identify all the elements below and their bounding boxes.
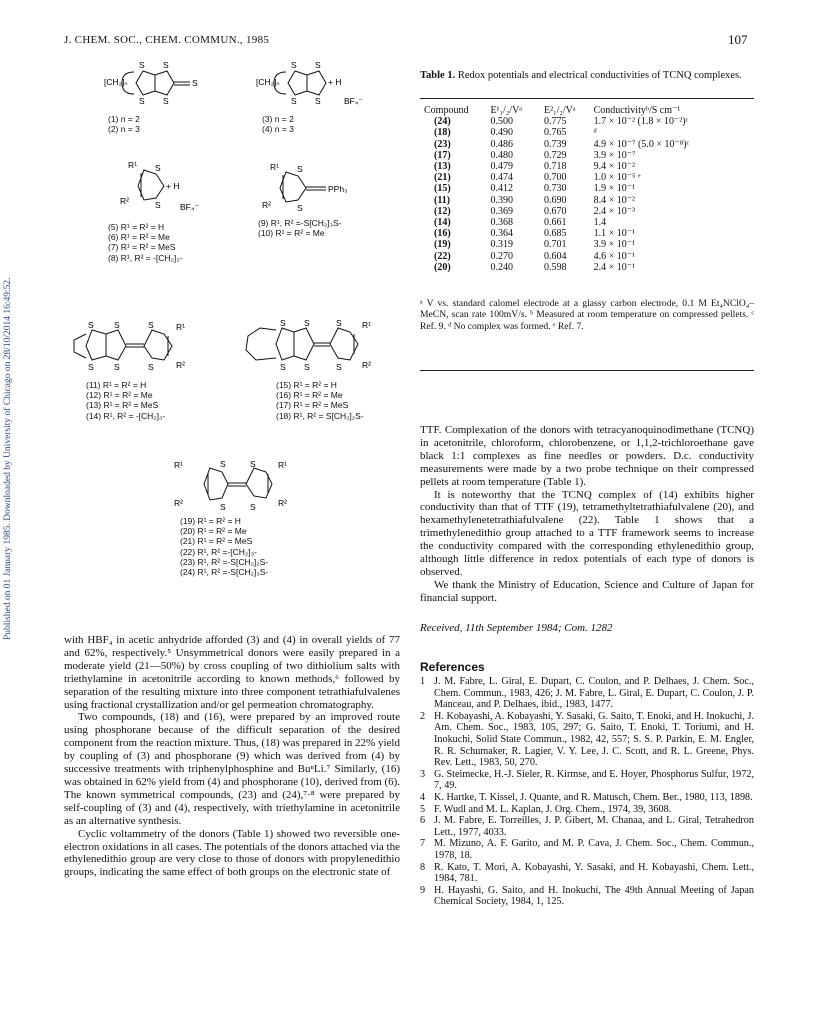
e1-cell: 0.369: [490, 205, 513, 217]
structure-1-2: [100, 58, 220, 108]
reference-text: J. M. Fabre, L. Giral, E. Dupart, C. Coulon, and P. Delhaes, J. Chem. Soc., Chem. Commun., 1983, 426; J. M. Fabre, L. Giral, E. Dupart, C. Coulon, J. P. Manceau, and P. Delhaes, ibid., 1983, 1477.: [434, 676, 754, 711]
e2-cell: 0.701: [544, 239, 567, 251]
reference-text: K. Hartke, T. Kissel, J. Quante, and R. Matusch, Chem. Ber., 1980, 113, 1898.: [434, 791, 753, 803]
table-row: [420, 206, 693, 217]
compound-cell: (21): [434, 172, 451, 184]
reference-number: 1: [420, 676, 426, 687]
e1-cell: 0.270: [490, 250, 513, 262]
e1-cell: 0.474: [490, 172, 513, 184]
s-atom: S: [155, 163, 161, 173]
s-atom: S: [297, 164, 303, 174]
table-row: [420, 150, 693, 161]
compound-cell: (12): [434, 205, 451, 217]
table-header-row: [420, 105, 693, 116]
s-atom: S: [114, 320, 120, 330]
e1-cell: 0.364: [490, 228, 513, 240]
e2-cell: 0.765: [544, 127, 567, 139]
s-atom: S: [220, 502, 226, 512]
e2-cell: 0.730: [544, 183, 567, 195]
reference-number: 2: [420, 710, 426, 722]
table-caption-text: Redox potentials and electrical conductivities of TCNQ complexes.: [457, 70, 742, 81]
journal-header: J. CHEM. SOC., CHEM. COMMUN., 1985: [64, 34, 270, 46]
header-e2: E²₁/₂/Vᵃ: [544, 105, 576, 116]
reference-text: R. Kato, T. Mori, A. Kobayashi, Y. Sasaki, and H. Kobayashi, Chem. Lett., 1984, 781.: [434, 861, 754, 885]
s-atom: S: [250, 459, 256, 469]
references-heading: References: [420, 660, 485, 674]
conductivity-cell: ᵈ: [593, 127, 597, 139]
ring-label: [CH₂]ₙ: [104, 77, 128, 87]
conductivity-cell: 1.7 × 10⁻² (1.8 × 10⁻²)ᶜ: [593, 116, 689, 128]
s-atom: S: [192, 78, 198, 88]
header-compound: Compound: [424, 105, 469, 116]
structure-1-2-labels: (1) n = 2 (2) n = 3: [108, 114, 140, 135]
r2-label: R²: [120, 196, 129, 206]
s-atom: S: [155, 200, 161, 210]
e1-cell: 0.390: [490, 194, 513, 206]
e1-cell: 0.368: [490, 217, 513, 229]
structure-3-4-labels: (3) n = 2 (4) n = 3: [262, 114, 294, 135]
table-row: [420, 239, 693, 250]
e1-cell: 0.490: [490, 127, 513, 139]
paragraph: TTF. Complexation of the donors with tetracyanoquinodimethane (TCNQ) in acetonitrile, chloroform, chlorobenzene, or 1,1,2-trichloroethane gave black 1:1 complexes as fine needles or powders. D.c. conductivity measurements were made by a two probe technique on their compressed pellets at room temperature (Table 1).: [420, 424, 754, 488]
table-row: [420, 251, 693, 262]
s-atom: S: [250, 502, 256, 512]
r2-label: R²: [176, 360, 185, 370]
s-atom: S: [315, 60, 321, 70]
table-caption: [420, 70, 754, 82]
table-row: [420, 127, 693, 138]
reference-number: 8: [420, 861, 426, 873]
s-atom: S: [315, 96, 321, 106]
e2-cell: 0.670: [544, 205, 567, 217]
download-watermark: Published on 01 January 1985. Downloaded by University of Chicago on 28/10/2014 16:49:52.: [3, 277, 13, 640]
paragraph: It is noteworthy that the TCNQ complex of (14) exhibits higher conductivity than that of TTF (19), tetramethyltetrathiafulvalene (20), and hexamethylenetetrathiafulvalene (22). Table 1 shows that a trimethylenedithio group attached to a TTF framework seems to increase the conductivity compared with the corresponding ethylenedithio group, although little difference in redox potentials of each type of donors is observed.: [420, 488, 754, 578]
cation-h: + H: [166, 181, 180, 191]
header-conductivity: Conductivityᵇ/S cm⁻¹: [593, 105, 681, 116]
conductivity-cell: 9.4 × 10⁻²: [593, 161, 636, 173]
s-atom: S: [88, 320, 94, 330]
reference-item: [420, 711, 754, 769]
conductivity-cell: 3.9 × 10⁻¹: [593, 239, 636, 251]
reference-item: [420, 792, 754, 804]
r1-label: R¹: [278, 460, 287, 470]
conductivity-cell: 4.6 × 10⁻¹: [593, 250, 636, 262]
table-row: [420, 161, 693, 172]
s-atom: S: [148, 320, 154, 330]
reference-text: H. Hayashi, G. Saito, and H. Inokuchi, The 49th Annual Meeting of Japan Chemical Society, 1984, 1, 125.: [434, 884, 754, 908]
structure-9-10: [250, 160, 380, 216]
reference-item: [420, 815, 754, 838]
table-row: [420, 183, 693, 194]
table-caption-label: Table 1.: [420, 70, 456, 81]
s-atom: S: [220, 459, 226, 469]
table-row: [420, 139, 693, 150]
e2-cell: 0.604: [544, 250, 567, 262]
reference-item: [420, 676, 754, 711]
e1-cell: 0.480: [490, 149, 513, 161]
s-atom: S: [114, 362, 120, 372]
e2-cell: 0.775: [544, 116, 567, 128]
counter-ion: BF₄⁻: [180, 202, 199, 212]
references-list: [420, 676, 754, 908]
e2-cell: 0.739: [544, 138, 567, 150]
r2-label: R²: [262, 200, 271, 210]
e2-cell: 0.729: [544, 149, 567, 161]
reference-number: 3: [420, 768, 426, 780]
s-atom: S: [139, 60, 145, 70]
reference-item: [420, 804, 754, 816]
reference-number: 6: [420, 815, 426, 827]
paragraph: Cyclic voltammetry of the donors (Table 1) showed two reversible one-electron oxidations in all cases. The potentials of the donors attached via the ethylenedithio group are very close to those of donors with propylenedithio groups, indicating the same effect of both groups on the electronic state of: [64, 827, 400, 879]
r2-label: R²: [362, 360, 371, 370]
received-line: Received, 11th September 1984; Com. 1282: [420, 622, 613, 634]
compound-cell: (16): [434, 228, 451, 240]
conductivity-cell: 4.9 × 10⁻⁷ (5.0 × 10⁻⁸)ᶜ: [593, 138, 690, 150]
table-row: [420, 262, 693, 273]
paragraph: We thank the Ministry of Education, Science and Culture of Japan for financial support.: [420, 578, 754, 604]
conductivity-cell: 1.4: [593, 217, 607, 229]
r2-label: R²: [278, 498, 287, 508]
structure-5-8-labels: (5) R¹ = R² = H (6) R¹ = R² = Me (7) R¹ = R² = MeS (8) R¹, R² = -[CH₂]₃-: [108, 222, 183, 263]
structure-19-24-labels: (19) R¹ = R² = H (20) R¹ = R² = Me (21) R¹ = R² = MeS (22) R¹, R² =-[CH₂]₃- (23) R¹, R² =-S[CH₂]₂S- (24) R¹, R² =-S[CH₂]₃S-: [180, 516, 269, 578]
e1-cell: 0.500: [490, 116, 513, 128]
e2-cell: 0.661: [544, 217, 567, 229]
s-atom: S: [291, 60, 297, 70]
right-column-text: [420, 424, 754, 605]
conductivity-cell: 2.4 × 10⁻³: [593, 205, 636, 217]
redox-table: [420, 105, 693, 273]
compound-cell: (18): [434, 127, 451, 139]
e1-cell: 0.486: [490, 138, 513, 150]
structure-3-4: [252, 56, 382, 112]
r1-label: R¹: [176, 322, 185, 332]
reference-item: [420, 769, 754, 792]
s-atom: S: [139, 96, 145, 106]
conductivity-cell: 1.0 × 10⁻⁵ ᵉ: [593, 172, 641, 184]
r2-label: R²: [174, 498, 183, 508]
table-row: [420, 116, 693, 127]
ring-label: [CH₂]ₙ: [256, 77, 280, 87]
structure-15-18-labels: (15) R¹ = R² = H (16) R¹ = R² = Me (17) R¹ = R² = MeS (18) R¹, R² = S[CH₂]₂S-: [276, 380, 364, 421]
reference-item: [420, 885, 754, 908]
structure-11-14: [64, 316, 224, 376]
reference-text: H. Kobayashi, A. Kobayashi, Y. Sasaki, G. Saito, T. Enoki, and H. Inokuchi, J. Am. Chem. Soc., 1983, 105, 297; G. Saito, T. Enoki, T. Toriumi, and H. Inokuchi, Solid State Commun., 1982, 42, 557; S. S. P. Parkin, E. M. Engler, R. R. Schumaker, R. Lagier, V. Y. Lee, J. C. Scott, and R. L. Greene, Phys. Rev. Lett., 1983, 50, 270.: [434, 710, 754, 769]
s-atom: S: [336, 318, 342, 328]
reference-text: J. M. Fabre, E. Torreilles, J. P. Gibert, M. Chanaa, and L. Giral, Tetrahedron Lett., 1977, 4033.: [434, 815, 754, 838]
reference-number: 5: [420, 803, 426, 815]
reference-item: [420, 838, 754, 861]
compound-cell: (13): [434, 161, 451, 173]
e2-cell: 0.598: [544, 261, 567, 273]
table-top-rule: [420, 98, 754, 99]
s-atom: S: [291, 96, 297, 106]
table-bottom-rule: [420, 370, 754, 371]
conductivity-cell: 2.4 × 10⁻¹: [593, 261, 636, 273]
e1-cell: 0.240: [490, 261, 513, 273]
s-atom: S: [304, 362, 310, 372]
s-atom: S: [280, 318, 286, 328]
reference-text: F. Wudl and M. L. Kaplan, J. Org. Chem., 1974, 39, 3608.: [434, 803, 672, 815]
reference-item: [420, 862, 754, 885]
r1-label: R¹: [362, 320, 371, 330]
e1-cell: 0.479: [490, 161, 513, 173]
s-atom: S: [88, 362, 94, 372]
e2-cell: 0.718: [544, 161, 567, 173]
paragraph: Two compounds, (18) and (16), were prepared by an improved route using phosphorane because of the difficult separation of the desired component from the reaction mixture. Thus, (18) was prepared in 22% yield by coupling of (3) and phosphorane (9) which was derived from (4) by successive treatments with triphenylphosphine and BuⁿLi.⁷ Similarly, (16) was obtained in 62% yield from (4) and phosphorane (10), derived from (6). The known symmetrical compounds, (23) and (24),⁷·⁸ were prepared by self-coupling of (3) and (4), respectively, with triethylamine in acetonitrile as an alternative synthesis.: [64, 711, 401, 827]
compound-cell: (24): [434, 116, 451, 128]
compound-cell: (20): [434, 261, 451, 273]
s-atom: S: [163, 60, 169, 70]
table-row: [420, 228, 693, 239]
conductivity-cell: 8.4 × 10⁻²: [593, 194, 636, 206]
table-footnote: ᵃ V vs. standard calomel electrode at a glassy carbon electrode, 0.1 M Et₄NClO₄–MeCN, scan rate 100mV/s. ᵇ Measured at room temperature on compressed pellets. ᶜ Ref. 9. ᵈ No complex was formed. ᵉ Ref. 7.: [420, 298, 754, 332]
left-column-text: [64, 634, 400, 879]
e1-cell: 0.319: [490, 239, 513, 251]
structure-19-24: [168, 454, 318, 516]
e2-cell: 0.690: [544, 194, 567, 206]
compound-cell: (17): [434, 149, 451, 161]
s-atom: S: [280, 362, 286, 372]
conductivity-cell: 1.9 × 10⁻¹: [593, 183, 636, 195]
conductivity-cell: 1.1 × 10⁻¹: [593, 228, 636, 240]
compound-cell: (19): [434, 239, 451, 251]
table-row: [420, 172, 693, 183]
s-atom: S: [163, 96, 169, 106]
e2-cell: 0.685: [544, 228, 567, 240]
ylide-label: PPh₃: [328, 184, 348, 194]
s-atom: S: [148, 362, 154, 372]
page-number: 107: [728, 32, 748, 47]
paragraph: with HBF₄ in acetic anhydride afforded (3) and (4) in overall yields of 77 and 62%, respectively.⁵ Unsymmetrical donors were easily prepared in a moderate yield (21—50%) by cross coupling of two dithiolium salts with triethylamine in acetonitrile according to known methods,⁶ followed by separation of the resulting mixture into three component tetrathiafulvalenes using fractional crystallization and/or gel permeation chromatography.: [64, 634, 400, 711]
reference-text: G. Steimecke, H.-J. Sieler, R. Kirmse, and E. Hoyer, Phosphorus Sulfur, 1972, 7, 49.: [434, 768, 754, 792]
structure-5-8: [108, 156, 218, 218]
compound-cell: (15): [434, 183, 451, 195]
structure-15-18: [232, 314, 402, 376]
e1-cell: 0.412: [490, 183, 513, 195]
compound-cell: (14): [434, 217, 451, 229]
reference-number: 9: [420, 884, 426, 896]
s-atom: S: [297, 203, 303, 213]
r1-label: R¹: [128, 160, 137, 170]
compound-cell: (23): [434, 138, 451, 150]
reference-number: 4: [420, 791, 426, 803]
cation-h: + H: [328, 77, 342, 87]
structure-9-10-labels: (9) R¹, R² =-S[CH₂]₃S- (10) R¹ = R² = Me: [258, 218, 342, 239]
s-atom: S: [336, 362, 342, 372]
s-atom: S: [304, 318, 310, 328]
r1-label: R¹: [174, 460, 183, 470]
table-row: [420, 195, 693, 206]
structure-11-14-labels: (11) R¹ = R² = H (12) R¹ = R² = Me (13) R¹ = R² = MeS (14) R¹, R² = -[CH₂]₃-: [86, 380, 166, 421]
compound-cell: (11): [434, 194, 451, 206]
header-e1: E¹₁/₂/Vᵃ: [490, 105, 523, 116]
conductivity-cell: 3.9 × 10⁻⁷: [593, 149, 636, 161]
reference-number: 7: [420, 838, 426, 850]
compound-cell: (22): [434, 250, 451, 262]
r1-label: R¹: [270, 162, 279, 172]
reference-text: M. Mizuno, A. F. Garito, and M. P. Cava, J. Chem. Soc., Chem. Commun., 1978, 18.: [434, 838, 754, 861]
e2-cell: 0.700: [544, 172, 567, 184]
counter-ion: BF₄⁻: [344, 96, 363, 106]
table-row: [420, 217, 693, 228]
